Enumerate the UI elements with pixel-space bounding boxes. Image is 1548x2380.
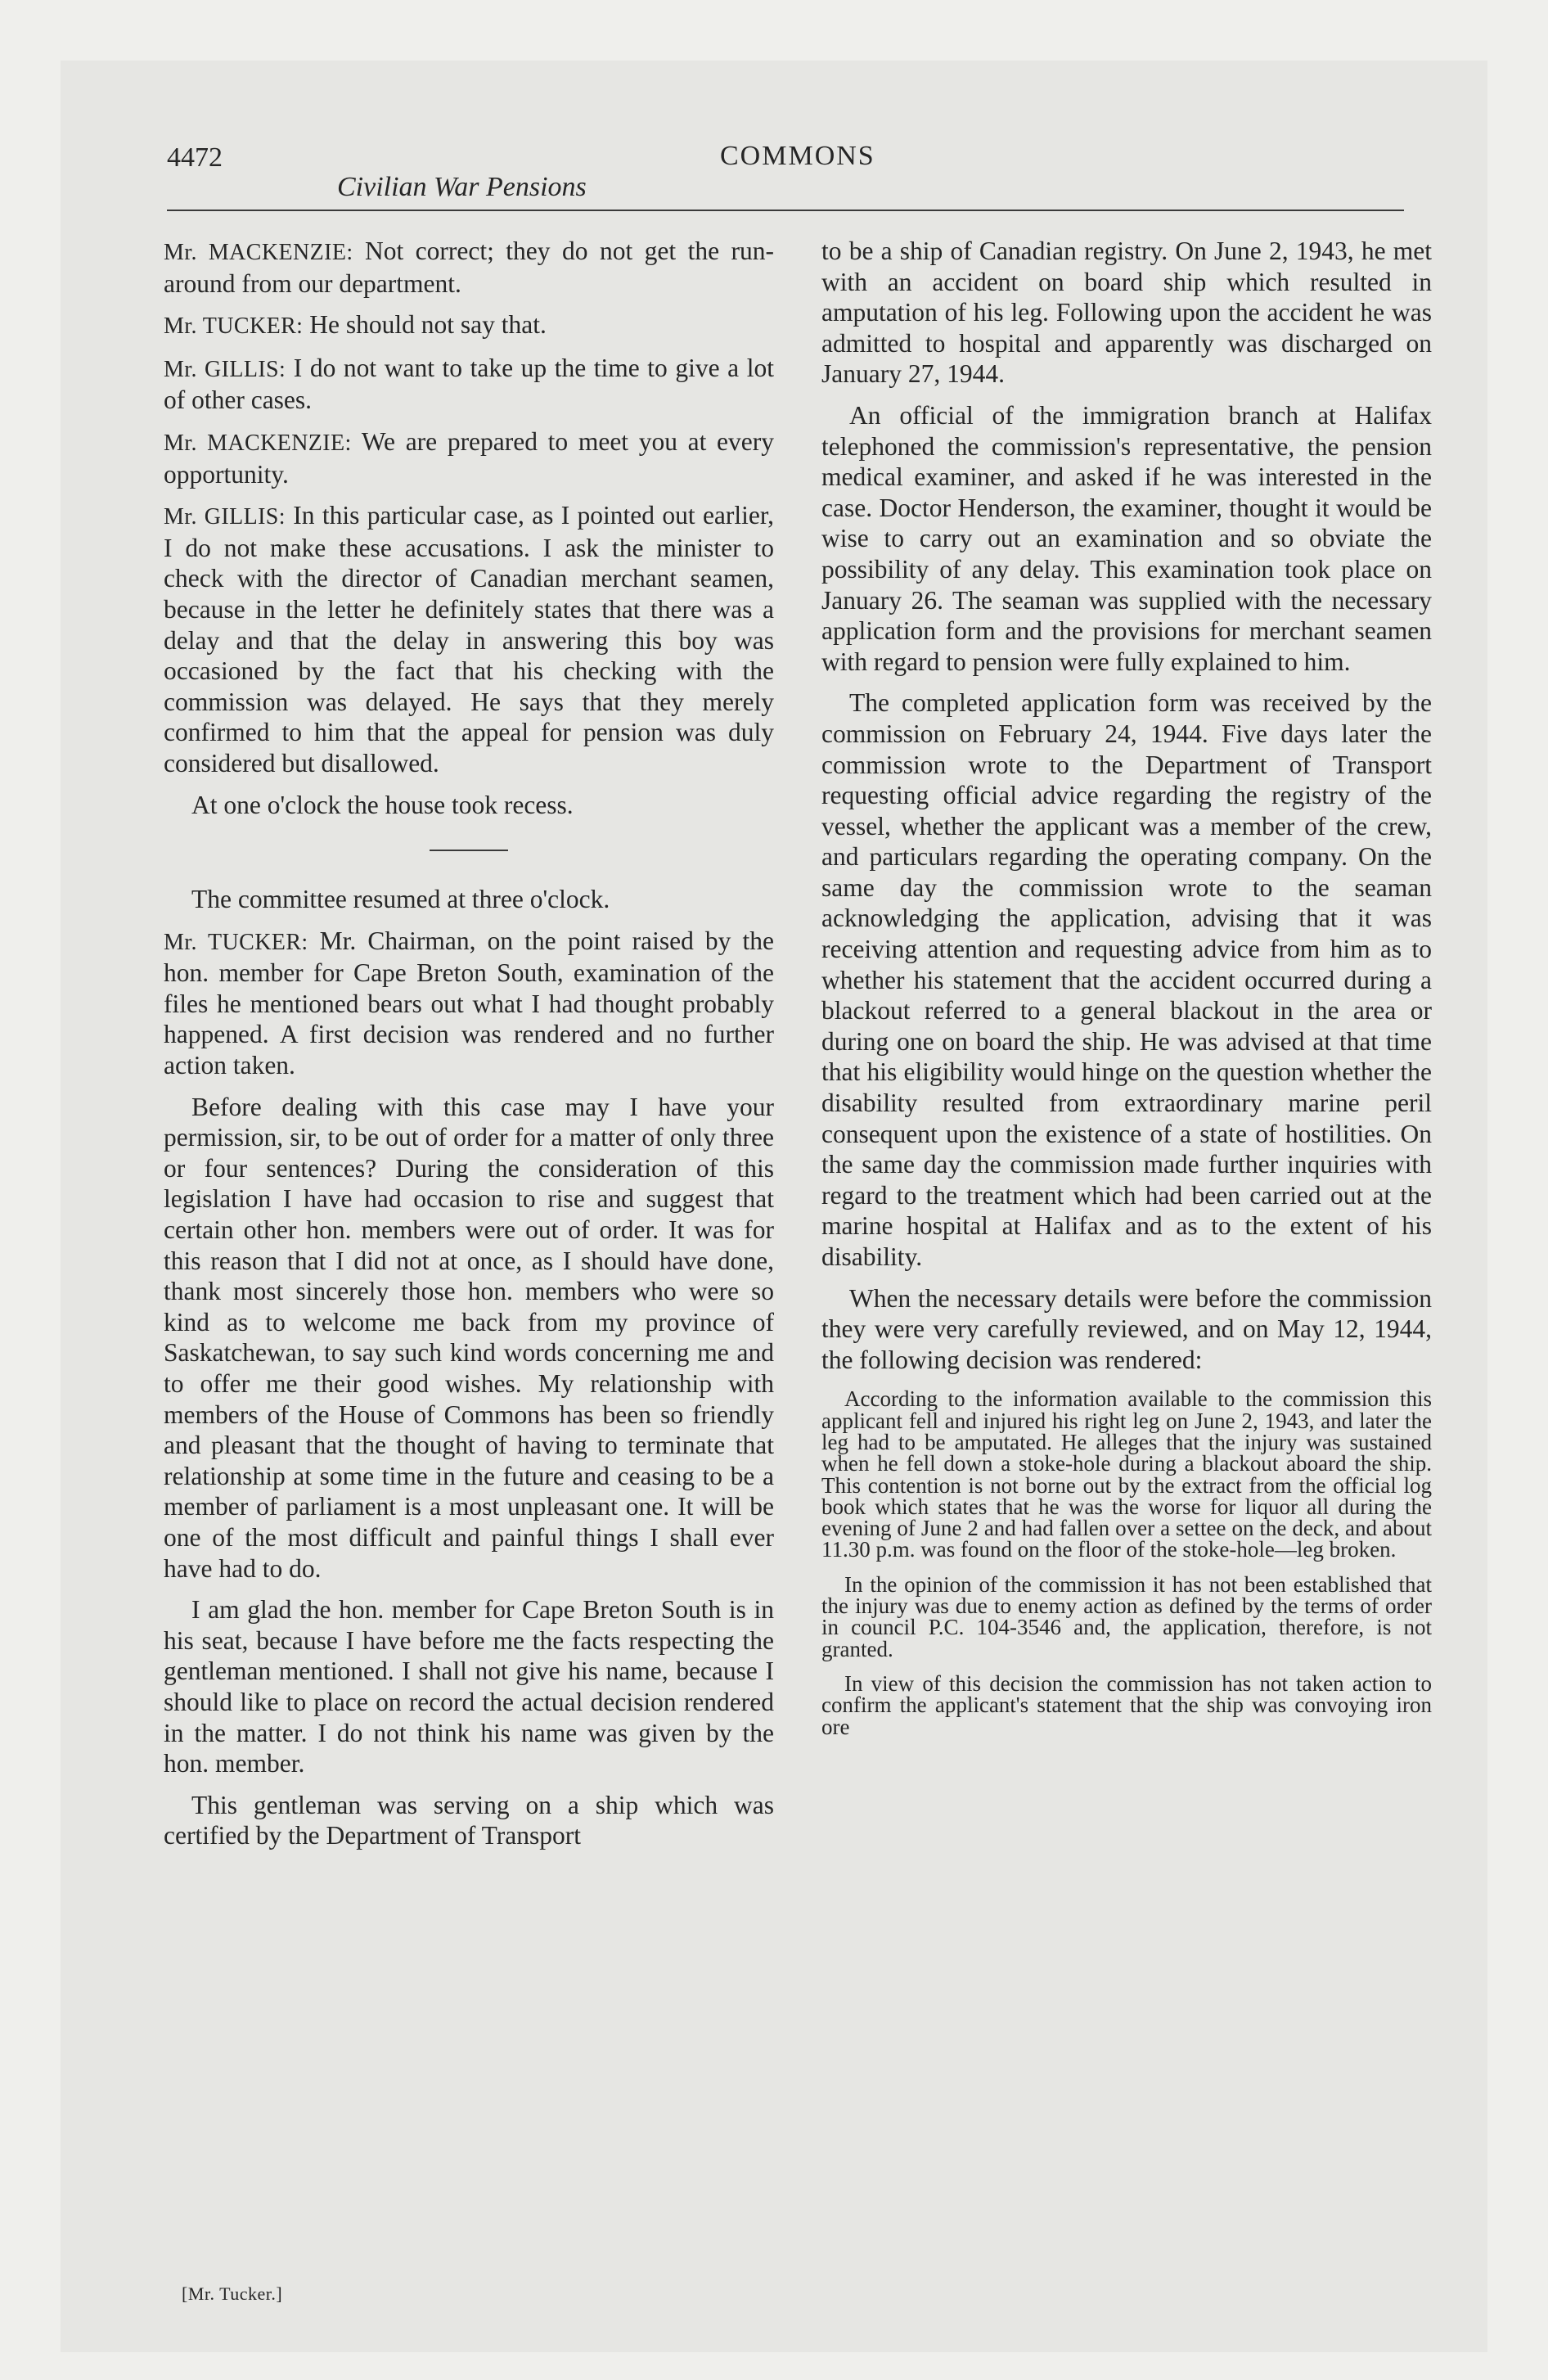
paragraph: This gentleman was serving on a ship which was certified by the Department of Transport — [164, 1790, 774, 1850]
paragraph: to be a ship of Canadian registry. On June 2, 1943, he met with an accident on board ship which resulted in amputation of his leg. Following upon the accident he was admitted to hospital and apparently was discharged on January 27, 1944. — [821, 237, 1432, 389]
speaker-name: Mr. MACKENZIE: — [164, 430, 352, 456]
right-column — [821, 236, 1432, 1747]
quoted-decision: According to the information available to the commission this applicant fell and injured his right leg on June 2, 1943, and later the leg had to be amputated. He alleges that the injury was sustained when he fell down a stoke-hole during a blackout aboard the ship. This contention is not borne out by the extract from the official log book which states that he was the worse for liquor all during the evening of June 2 and had fallen over a settee on the deck, and about 11.30 p.m. was found on the floor of the stoke-hole—leg broken. — [821, 1386, 1432, 1562]
speaker-name: Mr. TUCKER: — [164, 313, 304, 340]
paragraph: The completed application form was received by the commission on February 24, 1944. Five days later the commission wrote to the Department of Transport requesting official advice regarding the registry of the vessel, whether the applicant was a member of the crew, and particulars regarding the operating company. On the same day the commission wrote to the seaman acknowledging the application, advising that it was receiving attention and requesting advice from him as to whether his statement that the accident occurred during a blackout referred to a general blackout in the area or during one on board the ship. He was advised at that time that his eligibility would hinge on the question whether the disability resulted from extraordinary marine peril consequent upon the existence of a state of hostilities. On the same day the commission made further inquiries with regard to the treatment which had been carried out at the marine hospital at Halifax and as to the extent of his disability. — [821, 688, 1432, 1271]
paragraph — [164, 426, 774, 489]
speaker-name: Mr. MACKENZIE: — [164, 240, 353, 265]
speaker-name: Mr. TUCKER: — [164, 929, 308, 955]
speech-text: Mr. Chairman, on the point raised by the hon. member for Cape Breton South, examination of the files he mentioned bears out what I had thought probably happened. A first decision was rendered and no further action taken. — [164, 926, 774, 1080]
left-column — [164, 236, 774, 1862]
paragraph: When the necessary details were before the commission they were very carefully reviewed, and on May 12, 1944, the following decision was rendered: — [821, 1283, 1432, 1374]
paragraph — [164, 309, 774, 342]
speaker-name: Mr. GILLIS: — [164, 356, 286, 382]
speech-text: I do not want to take up the time to give a lot of other cases. — [164, 353, 774, 415]
speaker-footer: [Mr. Tucker.] — [182, 2283, 283, 2304]
paragraph — [164, 236, 774, 299]
speaker-name: Mr. GILLIS: — [164, 504, 286, 530]
speech-text: In this particular case, as I pointed out earlier, I do not make these accusations. I ask the minister to check with the director of Canadian merchant seamen, because in the letter he definitely states that there was a delay and that the delay in answering this boy was occasioned by the fact that his checking with the commission was delayed. He says that they merely confirmed to him that the appeal for pension was duly considered but disallowed. — [164, 501, 774, 778]
speech-text: Not correct; they do not get the run-around from our department. — [164, 237, 774, 298]
section-divider — [430, 850, 508, 851]
resumed-note: The committee resumed at three o'clock. — [191, 885, 610, 914]
paragraph: Before dealing with this case may I have your permission, sir, to be out of order for a matter of only three or four sentences? During the consideration of this legislation I have had occasion to rise and suggest that certain other hon. members were out of order. It was for this reason that I did not at once, as I should have done, thank most sincerely those hon. members who were so kind as to welcome me back from my province of Saskatchewan, to say such kind words concerning me and to offer me their good wishes. My relationship with members of the House of Commons has been so friendly and pleasant that the thought of having to terminate that relationship at some time in the future and ceasing to be a member of parliament is a most unpleasant one. It will be one of the most difficult and painful things I shall ever have had to do. — [164, 1092, 774, 1583]
paragraph: An official of the immigration branch at Halifax telephoned the commission's representative, the pension medical examiner, and asked if he was interested in the case. Doctor Henderson, the examiner, thought it would be wise to carry out an examination and so obviate the possibility of any delay. This examination took place on January 26. The seaman was supplied with the necessary application form and the provisions for merchant seamen with regard to pension were fully explained to him. — [821, 400, 1432, 676]
header-rule — [167, 210, 1404, 211]
page-number: 4472 — [167, 142, 223, 173]
quoted-decision: In the opinion of the commission it has not been established that the injury was due to enemy action as defined by the terms of order in council P.C. 104-3546 and, the application, therefore, is not granted. — [821, 1571, 1432, 1661]
quoted-decision: In view of this decision the commission has not taken action to confirm the applicant's statement that the ship was convoying iron ore — [821, 1670, 1432, 1739]
paragraph — [164, 353, 774, 416]
paragraph — [164, 926, 774, 1081]
recess-note: At one o'clock the house took recess. — [191, 790, 574, 819]
journal-title: COMMONS — [720, 141, 875, 171]
paragraph — [164, 500, 774, 778]
subject-heading: Civilian War Pensions — [337, 172, 587, 202]
paragraph: I am glad the hon. member for Cape Breton South is in his seat, because I have before me the facts respecting the gentleman mentioned. I shall not give his name, because I should like to place on record the actual decision rendered in the matter. I do not think his name was given by the hon. member. — [164, 1595, 774, 1778]
speech-text: We are prepared to meet you at every opportunity. — [164, 426, 774, 489]
speech-text: He should not say that. — [303, 310, 547, 340]
